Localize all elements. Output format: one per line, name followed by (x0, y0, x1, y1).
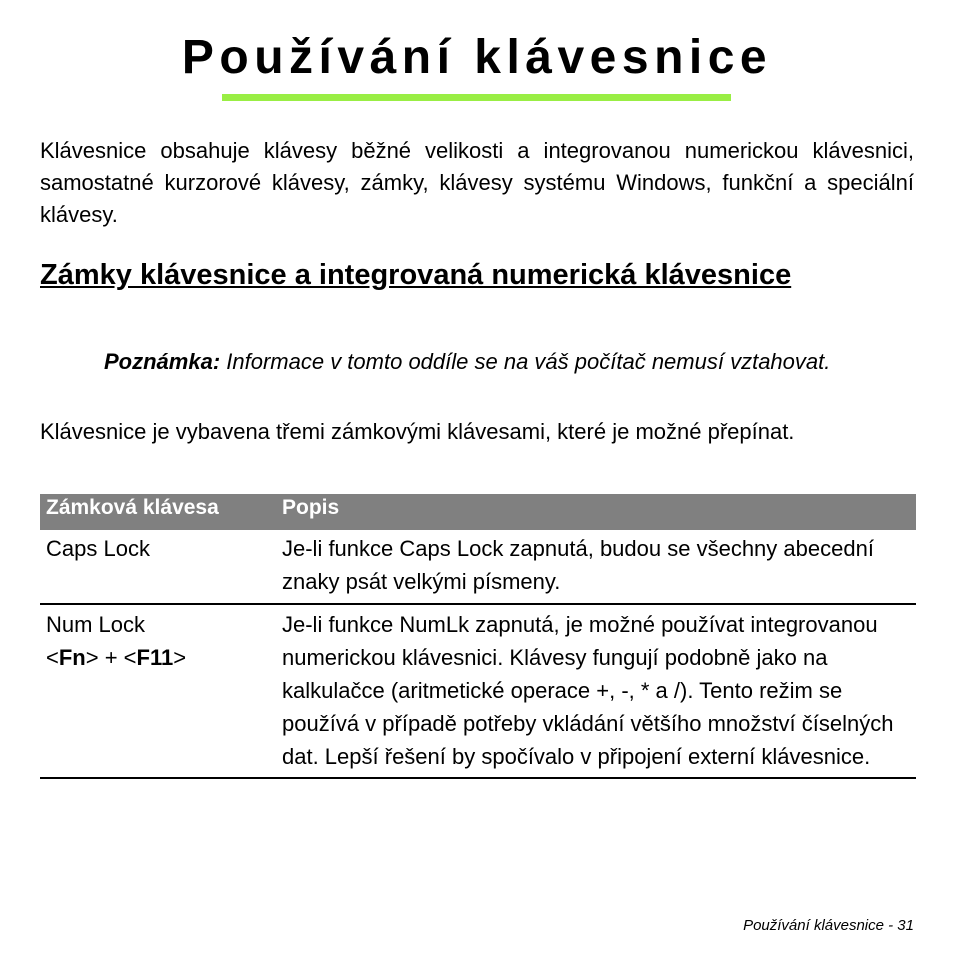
lock-key-cell (46, 608, 276, 674)
note-label: Poznámka: (104, 349, 221, 374)
page-footer: Používání klávesnice - 31 (743, 917, 914, 934)
lock-keys-paragraph: Klávesnice je vybavena třemi zámkovými klávesami, které je možné přepínat. (40, 419, 795, 444)
intro-paragraph: Klávesnice obsahuje klávesy běžné velikosti a integrovanou numerickou klávesnici, samostatné kurzorové klávesy, zámky, klávesy systému Windows, funkční a speciální klávesy. (40, 138, 914, 227)
header-description: Popis (282, 496, 340, 519)
lock-keys-table (40, 494, 916, 779)
description-cell: Je-li funkce NumLk zapnutá, je možné používat integrovanou numerickou klávesnici. Klávesy fungují podobně jako na kalkulačce (aritmetické operace +, -, * a /). Tento režim se používá v případě potřeby vkládání většího množství číselných dat. Lepší řešení by spočívalo v připojení externí klávesnice. (282, 612, 894, 769)
fn-key: Fn (58, 645, 86, 670)
description-cell: Je-li funkce Caps Lock zapnutá, budou se všechny abecední znaky psát velkými písmeny. (282, 536, 874, 594)
note-text: Informace v tomto oddíle se na váš počítač nemusí vztahovat. (220, 349, 831, 374)
header-lock-key: Zámková klávesa (46, 496, 219, 519)
f11-key: F11 (136, 645, 174, 670)
note (104, 346, 914, 378)
table-row (40, 530, 916, 605)
key-combo: <Fn> + <F11> (46, 645, 187, 670)
lock-key-cell: Caps Lock (46, 536, 150, 561)
lock-key-name: Num Lock (46, 612, 146, 637)
section-heading: Zámky klávesnice a integrovaná numerická klávesnice (40, 259, 792, 291)
table-header (40, 494, 916, 530)
page-title: Používání klávesnice (181, 31, 773, 84)
title-underline (222, 94, 731, 101)
table-row (40, 605, 916, 779)
